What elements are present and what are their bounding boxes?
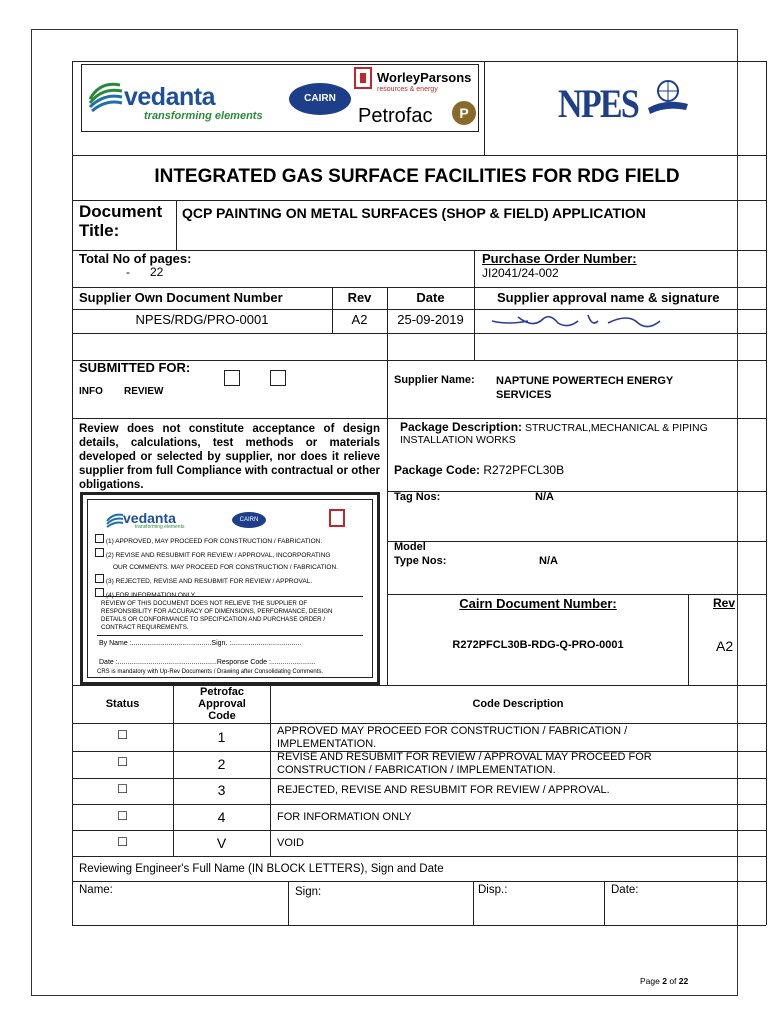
total-pages-label: Total No of pages: bbox=[79, 251, 192, 266]
worley-name: WorleyParsons bbox=[377, 70, 472, 85]
frame-line bbox=[484, 61, 485, 155]
stamp-cairn-logo bbox=[232, 512, 266, 528]
info-checkbox[interactable] bbox=[224, 370, 240, 386]
cairn-logo bbox=[289, 83, 351, 115]
stamp-worley-icon bbox=[329, 509, 345, 527]
row-status[interactable]: ☐ bbox=[117, 728, 128, 742]
model-label: Model bbox=[394, 541, 426, 553]
reviewer-name-field[interactable]: Name: bbox=[79, 884, 113, 896]
frame-line bbox=[72, 830, 766, 831]
row-code: V bbox=[216, 835, 227, 851]
type-nos-value: N/A bbox=[539, 555, 558, 567]
client-logos-box bbox=[81, 64, 479, 132]
submitted-for-label: SUBMITTED FOR: bbox=[79, 360, 191, 375]
info-label: INFO bbox=[79, 386, 103, 397]
frame-line bbox=[72, 333, 766, 334]
stamp-item: (3) REJECTED, REVISE AND RESUBMIT FOR REVIEW / APPROVAL. bbox=[95, 574, 365, 588]
supplier-name-label: Supplier Name: bbox=[394, 374, 475, 386]
vedanta-swirl-icon bbox=[86, 79, 126, 117]
cairn-rev-value: A2 bbox=[716, 638, 734, 654]
rev-label: Rev bbox=[347, 290, 372, 305]
supplier-approval-label: Supplier approval name & signature bbox=[497, 290, 720, 305]
row-status[interactable]: ☐ bbox=[117, 782, 128, 796]
package-code-label: Package Code: bbox=[394, 463, 481, 477]
frame-line bbox=[72, 804, 766, 805]
type-nos-label: Type Nos: bbox=[394, 555, 447, 567]
cairn-rev-label: Rev bbox=[713, 596, 736, 610]
page-total: 22 bbox=[678, 976, 689, 986]
approval-stamp bbox=[80, 492, 380, 685]
frame-line bbox=[688, 594, 689, 685]
tag-nos-value: N/A bbox=[535, 491, 554, 503]
petrofac-icon: P bbox=[452, 101, 476, 125]
cairn-doc-number-label: Cairn Document Number: bbox=[459, 596, 617, 611]
frame-line bbox=[72, 418, 766, 419]
row-code: 4 bbox=[217, 809, 226, 825]
reviewer-sign-field[interactable]: Sign: bbox=[295, 886, 322, 898]
reviewer-label: Reviewing Engineer's Full Name (IN BLOCK LETTERS), Sign and Date bbox=[79, 863, 444, 875]
package-description-label: Package Description: bbox=[400, 420, 523, 434]
stamp-note: REVIEW OF THIS DOCUMENT DOES NOT RELIEVE THE SUPPLIER OF RESPONSIBILITY FOR ACCURACY OF DIMENSIONS, PERFORMANCE, DESIGN DETAILS OR CONFORMANCE TO SPECIFICATION AND PURCHASE ORDER / CONTRACT REQUIREMENTS. bbox=[97, 596, 363, 636]
frame-line bbox=[72, 778, 766, 779]
rev-value: A2 bbox=[351, 312, 368, 327]
supplier-doc-number-label: Supplier Own Document Number bbox=[79, 290, 283, 305]
package-code bbox=[394, 463, 564, 477]
row-code: 1 bbox=[217, 729, 226, 745]
frame-line bbox=[72, 856, 766, 857]
stamp-code-list bbox=[95, 534, 365, 602]
document-title-label: Document Title: bbox=[79, 202, 163, 240]
cairn-doc-number-value: R272PFCL30B-RDG-Q-PRO-0001 bbox=[452, 639, 624, 651]
date-label: Date bbox=[416, 290, 445, 305]
vedanta-name: vedanta bbox=[124, 83, 215, 111]
frame-line bbox=[387, 594, 766, 595]
cairn-text: CAIRN bbox=[304, 93, 336, 104]
frame-line bbox=[72, 287, 766, 288]
stamp-vedanta-tagline: transforming elements bbox=[135, 524, 185, 530]
frame-line bbox=[387, 491, 766, 492]
package-description bbox=[400, 421, 745, 446]
stamp-item: OUR COMMENTS. MAY PROCEED FOR CONSTRUCTION / FABRICATION. bbox=[113, 564, 338, 571]
vedanta-logo bbox=[86, 79, 126, 117]
row-status[interactable]: ☐ bbox=[117, 755, 128, 769]
petrofac-name: Petrofac bbox=[358, 105, 433, 127]
stamp-date-line: Date :...................................................Response Code :....................... bbox=[99, 659, 316, 666]
stamp-vedanta-icon bbox=[105, 511, 125, 529]
stamp-by-name: By Name :.........................................Sign. :.................................... bbox=[99, 640, 302, 647]
row-code: 2 bbox=[217, 756, 226, 772]
supplier-signature bbox=[488, 309, 663, 333]
row-description: APPROVED MAY PROCEED FOR CONSTRUCTION / FABRICATION / IMPLEMENTATION. bbox=[277, 725, 628, 750]
frame-line bbox=[72, 685, 766, 686]
stamp-item: (4) FOR INFORMATION ONLY. bbox=[95, 588, 365, 602]
frame-line bbox=[473, 881, 474, 925]
reviewer-date-field[interactable]: Date: bbox=[611, 884, 639, 896]
row-code: 3 bbox=[217, 782, 226, 798]
stamp-crs-note: CRS is mandatory with Up-Rev Documents / Drawing after Consolidating Comments. bbox=[97, 669, 324, 675]
npes-text: NPES bbox=[558, 81, 639, 126]
frame-line bbox=[766, 61, 767, 925]
supplier-doc-number-value: NPES/RDG/PRO-0001 bbox=[135, 312, 269, 327]
row-description: REJECTED, REVISE AND RESUBMIT FOR REVIEW / APPROVAL. bbox=[277, 784, 610, 796]
codes-header-description: Code Description bbox=[472, 698, 564, 710]
codes-header-status: Status bbox=[105, 698, 140, 710]
supplier-name-value: NAPTUNE POWERTECH ENERGY SERVICES bbox=[496, 375, 674, 401]
purchase-order-label: Purchase Order Number: bbox=[482, 251, 637, 266]
frame-line bbox=[604, 881, 605, 925]
frame-line bbox=[72, 61, 766, 62]
vedanta-tagline: transforming elements bbox=[144, 110, 263, 122]
stamp-vedanta-name: vedanta bbox=[123, 510, 176, 526]
frame-line bbox=[387, 541, 766, 542]
frame-line bbox=[288, 881, 289, 925]
worley-tagline: resources & energy bbox=[377, 86, 438, 93]
frame-line bbox=[72, 881, 766, 882]
row-description: FOR INFORMATION ONLY bbox=[277, 811, 412, 823]
review-disclaimer: Review does not constitute acceptance of design details, calculations, test methods or materials developed or selected by supplier, nor does it relieve supplier from full Compliance with contractual or other obligations. bbox=[79, 423, 380, 491]
total-pages-value: - 22 bbox=[126, 265, 164, 279]
date-value: 25-09-2019 bbox=[397, 312, 464, 327]
frame-line bbox=[72, 723, 766, 724]
row-status[interactable]: ☐ bbox=[117, 835, 128, 849]
stamp-cairn-text: CAIRN bbox=[239, 517, 259, 523]
npes-logo bbox=[556, 78, 696, 128]
document-title-value: QCP PAINTING ON METAL SURFACES (SHOP & FIELD) APPLICATION bbox=[182, 205, 646, 221]
stamp-item: (2) REVISE AND RESUBMIT FOR REVIEW / APPROVAL, INCORPORATING bbox=[95, 548, 365, 562]
purchase-order-value: JI2041/24-002 bbox=[482, 266, 559, 280]
package-code-value: R272PFCL30B bbox=[483, 463, 565, 477]
tag-nos-label: Tag Nos: bbox=[394, 491, 441, 503]
page-number: Page 2 of 22 bbox=[640, 976, 689, 986]
package-description-value: STRUCTRAL,MECHANICAL & PIPING INSTALLATION WORKS bbox=[400, 422, 708, 446]
reviewer-disp-field[interactable]: Disp.: bbox=[478, 884, 508, 896]
stamp-item: (1) APPROVED, MAY PROCEED FOR CONSTRUCTION / FABRICATION. bbox=[95, 534, 365, 548]
row-description: VOID bbox=[277, 837, 304, 849]
page-current: 2 bbox=[662, 976, 667, 986]
frame-line bbox=[72, 925, 766, 926]
frame-line bbox=[474, 250, 475, 360]
globe-hand-icon bbox=[646, 78, 690, 118]
review-label: REVIEW bbox=[124, 386, 164, 397]
review-checkbox[interactable] bbox=[270, 370, 286, 386]
row-status[interactable]: ☐ bbox=[117, 809, 128, 823]
row-description: REVISE AND RESUBMIT FOR REVIEW / APPROVAL MAY PROCEED FOR CONSTRUCTION / FABRICATION / IMPLEMENTATION. bbox=[277, 751, 652, 776]
project-title: INTEGRATED GAS SURFACE FACILITIES FOR RDG FIELD bbox=[154, 166, 680, 187]
codes-header-approval-code: Petrofac Approval Code bbox=[198, 686, 246, 722]
frame-line bbox=[72, 155, 766, 156]
frame-line bbox=[176, 200, 177, 250]
worley-icon bbox=[354, 67, 372, 89]
